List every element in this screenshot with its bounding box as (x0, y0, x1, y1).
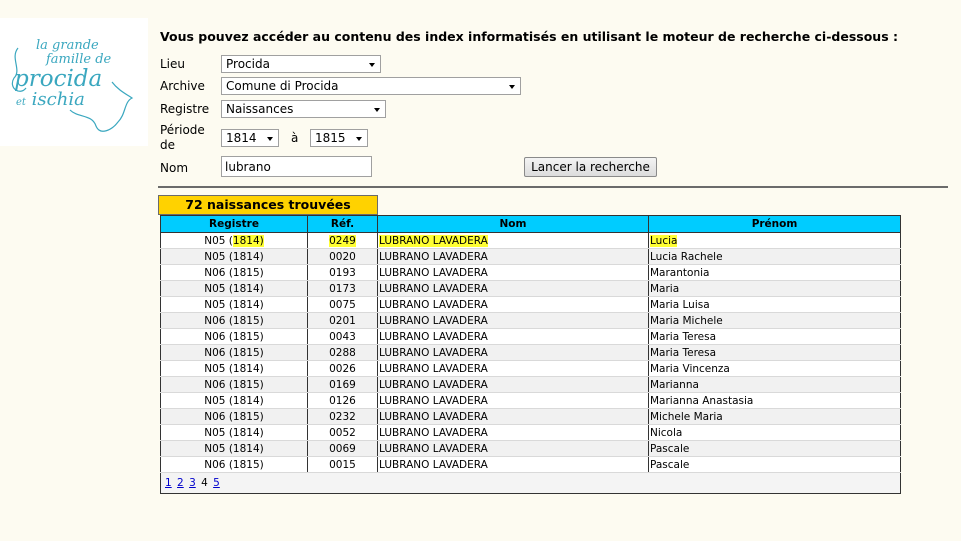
cell-prenom: Maria (649, 281, 901, 297)
chevron-down-icon (356, 137, 362, 141)
cell-ref: 0075 (308, 297, 378, 313)
page-current: 4 (201, 477, 208, 489)
cell-prenom: Pascale (649, 441, 901, 457)
cell-ref: 0015 (308, 457, 378, 473)
divider (158, 186, 948, 188)
cell-ref: 0173 (308, 281, 378, 297)
chevron-down-icon (267, 137, 273, 141)
cell-ref (308, 233, 378, 249)
logo-ischia: ischia (31, 89, 85, 110)
cell-registre: N06 (1815) (161, 265, 308, 281)
chevron-down-icon (509, 85, 515, 89)
cell-registre: N05 (1814) (161, 425, 308, 441)
cell-registre: N05 (1814) (161, 361, 308, 377)
cell-registre-part: N05 ( (204, 234, 233, 247)
table-row[interactable] (161, 249, 901, 265)
table-row[interactable] (161, 441, 901, 457)
chevron-down-icon (369, 63, 375, 67)
page-link-2[interactable]: 2 (177, 477, 184, 489)
cell-nom: LUBRANO LAVADERA (378, 329, 649, 345)
periode-separator: à (291, 131, 299, 145)
cell-registre: N06 (1815) (161, 345, 308, 361)
lieu-select-value: Procida (226, 57, 270, 71)
cell-nom: LUBRANO LAVADERA (378, 281, 649, 297)
cell-ref: 0026 (308, 361, 378, 377)
cell-registre: N06 (1815) (161, 409, 308, 425)
cell-nom: LUBRANO LAVADERA (378, 393, 649, 409)
table-row[interactable] (161, 361, 901, 377)
cell-prenom: Maria Michele (649, 313, 901, 329)
cell-nom: LUBRANO LAVADERA (378, 457, 649, 473)
cell-prenom: Nicola (649, 425, 901, 441)
cell-nom: LUBRANO LAVADERA (378, 313, 649, 329)
cell-registre-highlight: 1814) (232, 234, 264, 247)
pagination-row (161, 473, 901, 494)
cell-prenom-highlight: Lucia (650, 234, 678, 247)
cell-prenom: Lucia Rachele (649, 249, 901, 265)
page-link-1[interactable]: 1 (165, 477, 172, 489)
cell-ref: 0043 (308, 329, 378, 345)
cell-nom: LUBRANO LAVADERA (378, 425, 649, 441)
cell-ref: 0201 (308, 313, 378, 329)
cell-registre: N06 (1815) (161, 457, 308, 473)
cell-registre: N05 (1814) (161, 297, 308, 313)
registre-select-value: Naissances (226, 102, 294, 116)
table-row[interactable] (161, 425, 901, 441)
table-row[interactable] (161, 393, 901, 409)
cell-ref: 0169 (308, 377, 378, 393)
nom-label: Nom (160, 161, 189, 175)
cell-registre: N05 (1814) (161, 441, 308, 457)
cell-prenom: Maria Teresa (649, 329, 901, 345)
cell-nom: LUBRANO LAVADERA (378, 441, 649, 457)
cell-prenom: Michele Maria (649, 409, 901, 425)
periode-from-select[interactable] (221, 129, 279, 147)
cell-nom: LUBRANO LAVADERA (378, 297, 649, 313)
cell-registre: N06 (1815) (161, 329, 308, 345)
cell-registre: N05 (1814) (161, 281, 308, 297)
cell-nom: LUBRANO LAVADERA (378, 377, 649, 393)
table-row[interactable] (161, 377, 901, 393)
archive-select[interactable] (221, 77, 521, 95)
cell-ref: 0069 (308, 441, 378, 457)
cell-ref: 0193 (308, 265, 378, 281)
lieu-label: Lieu (160, 57, 186, 71)
archive-label: Archive (160, 79, 205, 93)
logo-et: et (16, 97, 26, 108)
page-link-5[interactable]: 5 (213, 477, 220, 489)
table-row[interactable] (161, 233, 901, 249)
search-button[interactable]: Lancer la recherche (524, 157, 657, 177)
logo-line-1: la grande (36, 38, 99, 53)
logo-line-3: procida (14, 66, 103, 92)
cell-registre: N06 (1815) (161, 313, 308, 329)
logo-line-2: famille de (46, 52, 112, 67)
cell-ref: 0232 (308, 409, 378, 425)
cell-ref: 0052 (308, 425, 378, 441)
logo-line-4 (16, 89, 85, 110)
cell-nom: LUBRANO LAVADERA (378, 249, 649, 265)
cell-nom: LUBRANO LAVADERA (378, 345, 649, 361)
table-row[interactable] (161, 297, 901, 313)
table-row[interactable] (161, 409, 901, 425)
periode-to-value: 1815 (315, 131, 346, 145)
cell-ref: 0020 (308, 249, 378, 265)
cell-nom-highlight: LUBRANO LAVADERA (379, 234, 488, 247)
periode-label (160, 123, 205, 153)
cell-nom: LUBRANO LAVADERA (378, 265, 649, 281)
cell-registre (161, 233, 308, 249)
lieu-select[interactable] (221, 55, 381, 73)
cell-nom: LUBRANO LAVADERA (378, 361, 649, 377)
page-heading: Vous pouvez accéder au contenu des index informatisés en utilisant le moteur de recherche ci-dessous : (160, 29, 898, 44)
cell-prenom: Maria Vincenza (649, 361, 901, 377)
archive-select-value: Comune di Procida (226, 79, 339, 93)
cell-nom (378, 233, 649, 249)
results-table (160, 215, 901, 494)
table-header-row (161, 216, 901, 233)
cell-registre: N05 (1814) (161, 249, 308, 265)
site-logo[interactable] (0, 18, 148, 146)
registre-label: Registre (160, 102, 210, 116)
column-header-prenom[interactable]: Prénom (649, 216, 901, 233)
cell-ref: 0288 (308, 345, 378, 361)
table-row[interactable] (161, 265, 901, 281)
cell-registre: N05 (1814) (161, 393, 308, 409)
periode-label-line-1: Période (160, 123, 205, 137)
column-header-ref[interactable]: Réf. (308, 216, 378, 233)
table-row[interactable] (161, 345, 901, 361)
cell-ref: 0126 (308, 393, 378, 409)
cell-prenom: Marianna Anastasia (649, 393, 901, 409)
table-row[interactable] (161, 313, 901, 329)
table-row[interactable] (161, 329, 901, 345)
cell-prenom (649, 233, 901, 249)
periode-to-select[interactable] (310, 129, 368, 147)
column-header-nom[interactable]: Nom (378, 216, 649, 233)
periode-from-value: 1814 (226, 131, 257, 145)
column-header-registre[interactable]: Registre (161, 216, 308, 233)
cell-prenom: Maria Luisa (649, 297, 901, 313)
periode-label-line-2: de (160, 138, 175, 152)
cell-ref-highlight: 0249 (329, 234, 356, 247)
cell-prenom: Maria Teresa (649, 345, 901, 361)
pagination (161, 473, 901, 494)
results-count-badge: 72 naissances trouvées (158, 195, 378, 215)
cell-prenom: Marianna (649, 377, 901, 393)
cell-nom: LUBRANO LAVADERA (378, 409, 649, 425)
chevron-down-icon (374, 108, 380, 112)
cell-prenom: Marantonia (649, 265, 901, 281)
cell-prenom: Pascale (649, 457, 901, 473)
cell-registre: N06 (1815) (161, 377, 308, 393)
table-row[interactable] (161, 281, 901, 297)
registre-select[interactable] (221, 100, 386, 118)
page-link-3[interactable]: 3 (189, 477, 196, 489)
table-row[interactable] (161, 457, 901, 473)
nom-input[interactable]: lubrano (221, 156, 372, 177)
